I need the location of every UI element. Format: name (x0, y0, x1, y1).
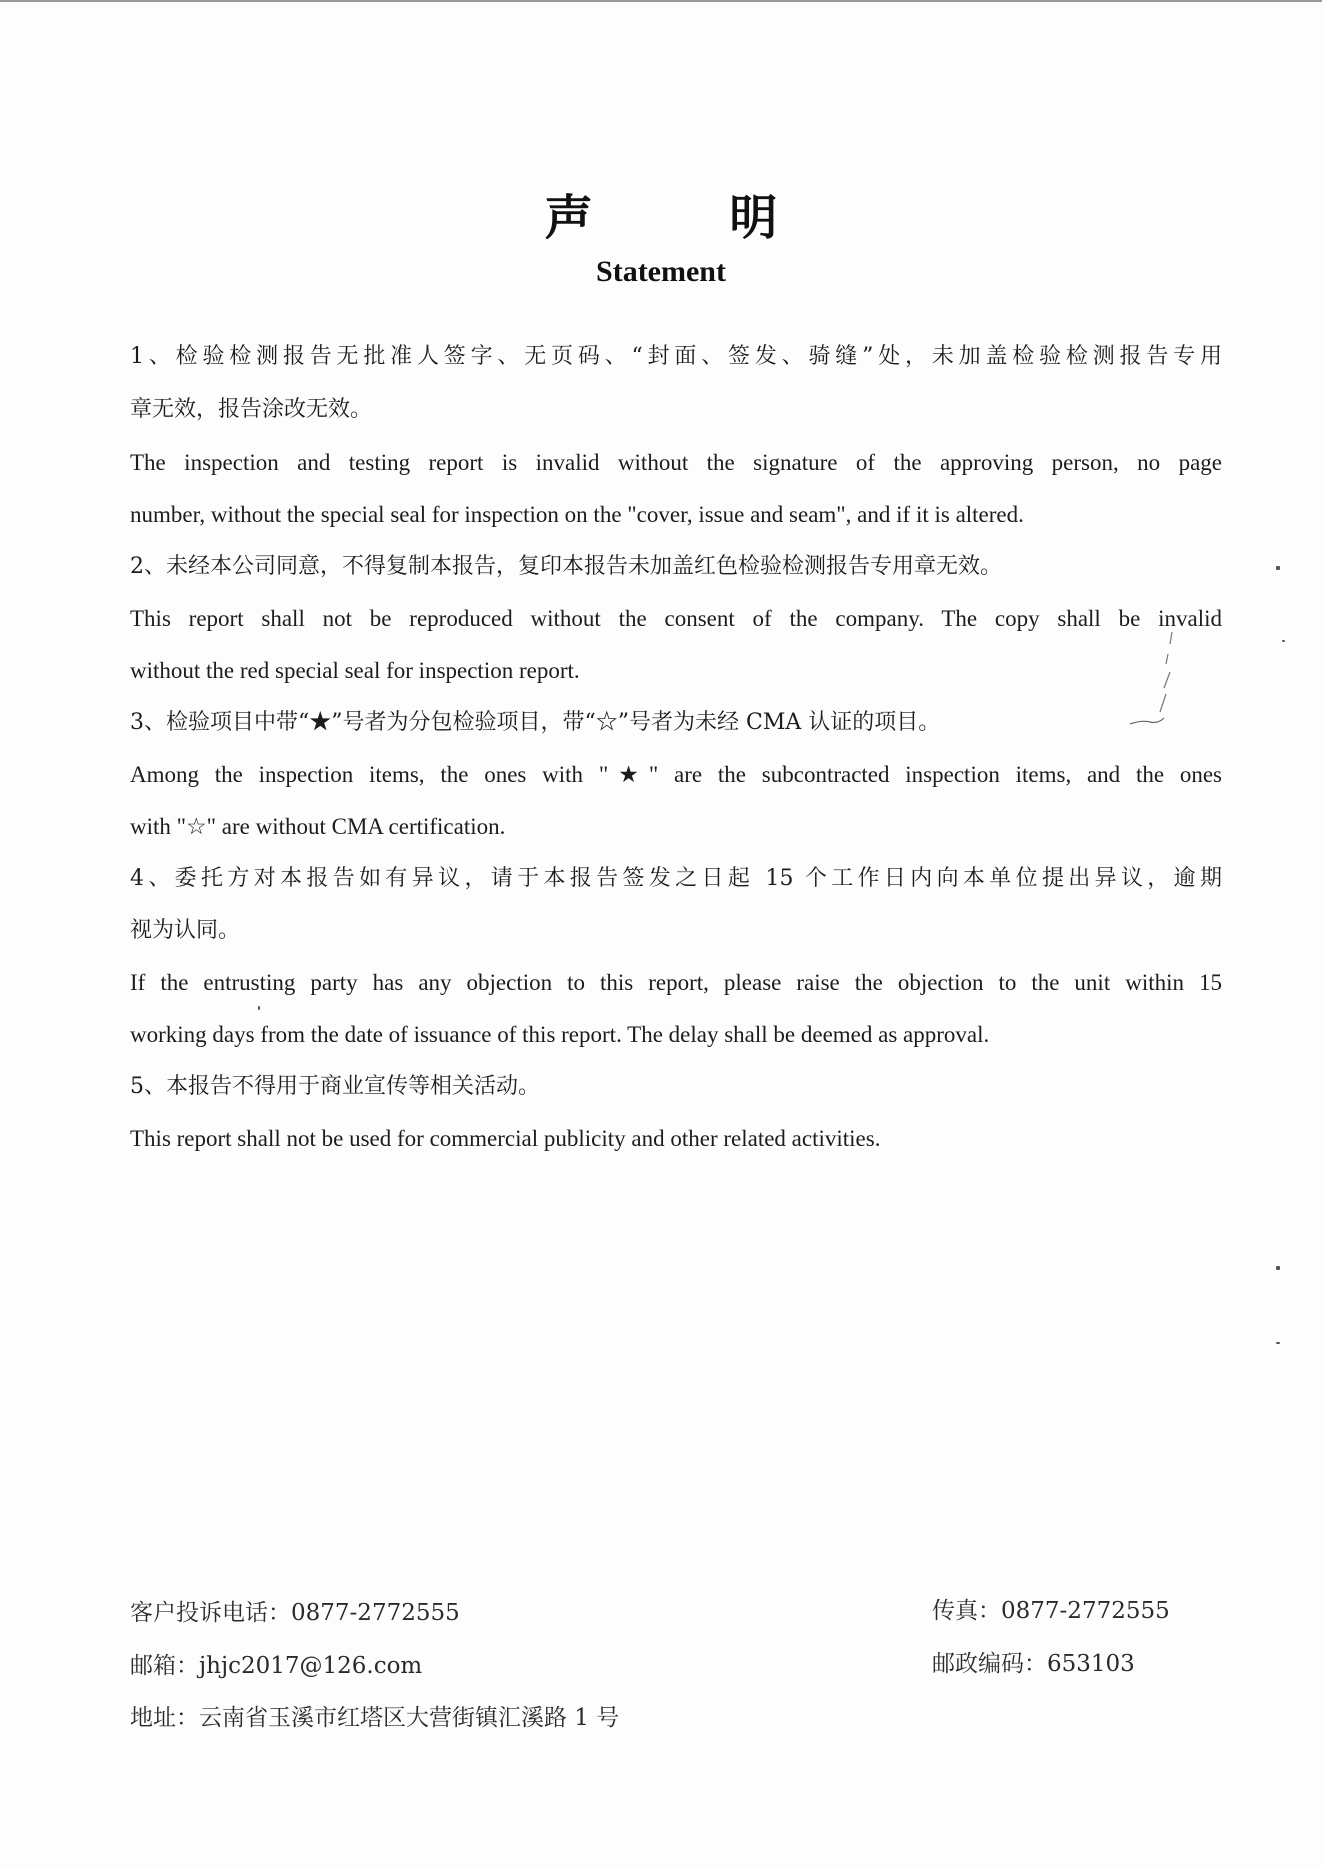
fax-number: 传真：0877-2772555 (932, 1598, 1170, 1624)
seam-seal-fragment (1120, 630, 1180, 730)
statement-3-en-line-1: Among the inspection items, the ones with "★" are the subcontracted inspection items, and the ones (130, 762, 1222, 787)
statement-1-zh-line-1: 1、检验检测报告无批准人签字、无页码、“封面、签发、骑缝”处，未加盖检验检测报告专用 (130, 344, 1222, 369)
page-subtitle: Statement (596, 255, 726, 288)
statement-4-en-line-1: If the entrusting party has any objection to this report, please raise the objection to the unit within 15 (130, 970, 1222, 995)
email-address: 邮箱：jhjc2017@126.com (130, 1653, 423, 1679)
statement-2-en-line-2: without the red special seal for inspection report. (130, 658, 580, 683)
scan-speck (258, 1006, 260, 1010)
scan-top-edge (0, 0, 1322, 2)
postcode: 邮政编码：653103 (932, 1651, 1135, 1677)
complaint-phone: 客户投诉电话：0877-2772555 (130, 1600, 460, 1626)
scan-speck (1276, 1342, 1280, 1344)
statement-3-en-line-2: with "☆" are without CMA certification. (130, 814, 506, 839)
statement-5-en-line-1: This report shall not be used for commercial publicity and other related activities. (130, 1126, 881, 1151)
postal-address: 地址：云南省玉溪市红塔区大营街镇汇溪路 1 号 (130, 1705, 620, 1731)
statement-4-zh-line-1: 4、委托方对本报告如有异议，请于本报告签发之日起 15 个工作日内向本单位提出异议，逾期 (130, 866, 1222, 891)
statement-4-zh-line-2: 视为认同。 (130, 918, 241, 943)
statement-4-en-line-2: working days from the date of issuance of this report. The delay shall be deemed as approval. (130, 1022, 990, 1047)
scan-speck (1282, 640, 1285, 642)
statement-1-en-line-2: number, without the special seal for inspection on the "cover, issue and seam", and if it is altered. (130, 502, 1024, 527)
statement-1-zh-line-2: 章无效，报告涂改无效。 (130, 397, 373, 422)
statement-5-zh-line-1: 5、本报告不得用于商业宣传等相关活动。 (130, 1074, 540, 1099)
page-title: 声 明 (544, 190, 838, 246)
scan-speck (1276, 566, 1280, 570)
statement-2-zh-line-1: 2、未经本公司同意，不得复制本报告，复印本报告未加盖红色检验检测报告专用章无效。 (130, 554, 1003, 579)
statement-1-en-line-1: The inspection and testing report is invalid without the signature of the approving person, no page (130, 450, 1222, 475)
statement-3-zh-line-1: 3、检验项目中带“★”号者为分包检验项目，带“☆”号者为未经 CMA 认证的项目。 (130, 710, 941, 735)
statement-2-en-line-1: This report shall not be reproduced without the consent of the company. The copy shall be invalid (130, 606, 1222, 631)
scan-speck (1276, 1266, 1280, 1270)
